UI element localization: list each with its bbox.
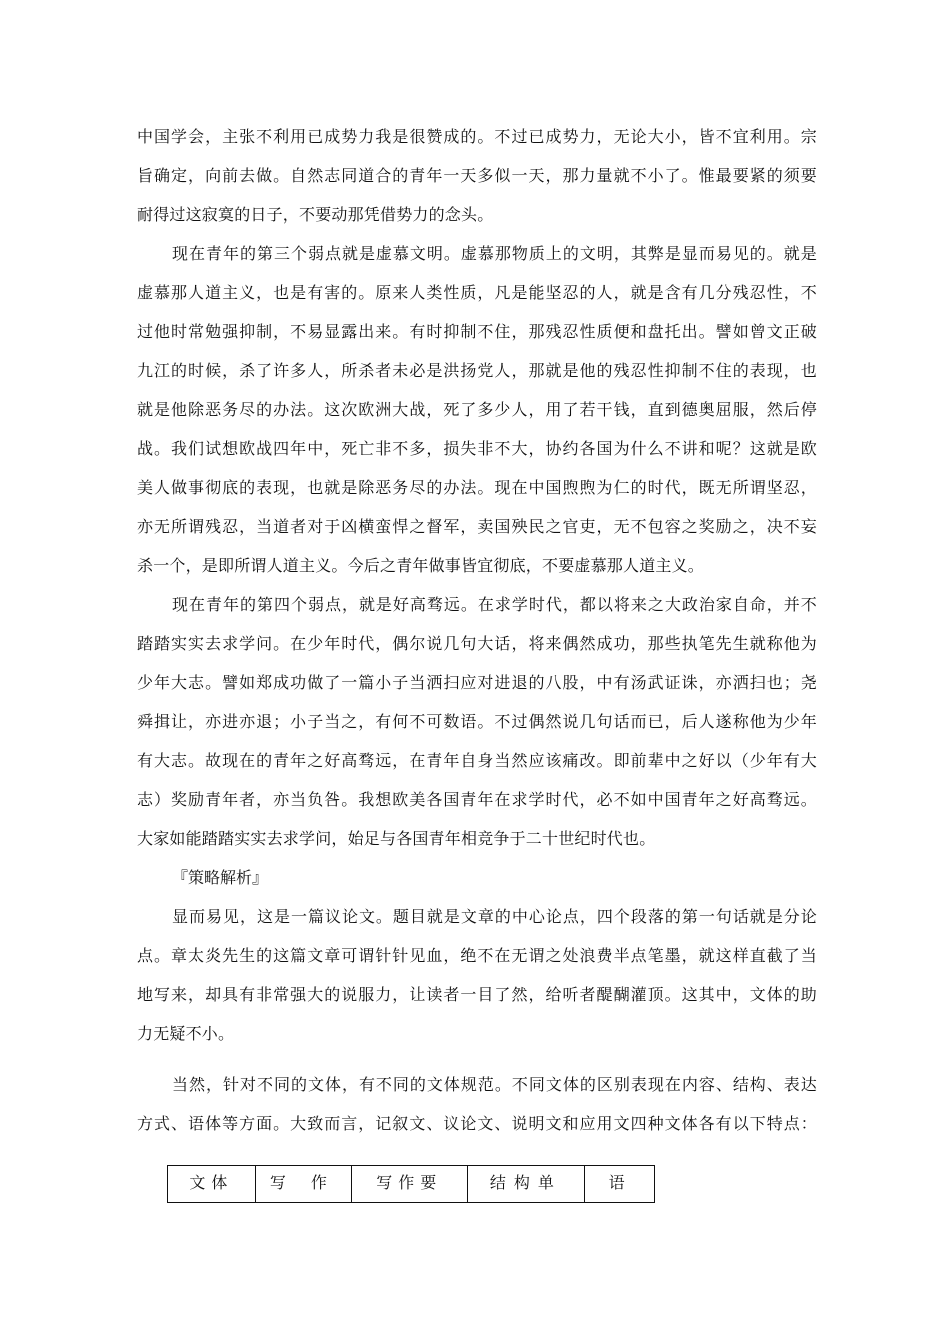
paragraph-line: 志）奖励青年者，亦当负咎。我想欧美各国青年在求学时代，必不如中国青年之好高骛远。 [137, 790, 817, 809]
paragraph-line: 现在青年的第四个弱点，就是好高骛远。在求学时代，都以将来之大政治家自命，并不 [172, 595, 817, 614]
paragraph-line: 过他时常勉强抑制，不易显露出来。有时抑制不住，那残忍性质便和盘托出。譬如曾文正破 [137, 322, 817, 341]
paragraph-line: 力无疑不小。 [137, 1024, 235, 1043]
paragraph-line: 耐得过这寂寞的日子，不要动那凭借势力的念头。 [137, 205, 494, 224]
paragraph-line: 虚慕那人道主义，也是有害的。原来人类性质，凡是能坚忍的人，就是含有几分残忍性，不 [137, 283, 817, 302]
paragraph-line: 战。我们试想欧战四年中，死亡非不多，损失非不大，协约各国为什么不讲和呢？这就是欧 [137, 439, 817, 458]
genre-table [167, 1165, 655, 1203]
paragraph-line: 中国学会，主张不利用已成势力我是很赞成的。不过已成势力，无论大小，皆不宜利用。宗 [137, 127, 817, 146]
table-header-text: 结构单 [489, 1173, 562, 1192]
paragraph-line: 现在青年的第三个弱点就是虚慕文明。虚慕那物质上的文明，其弊是显而易见的。就是 [172, 244, 817, 263]
paragraph-line: 有大志。故现在的青年之好高骛远，在青年自身当然应该痛改。即前辈中之好以（少年有大 [137, 751, 817, 770]
paragraph-line: 点。章太炎先生的这篇文章可谓针针见血，绝不在无谓之处浪费半点笔墨，就这样直截了当 [137, 946, 817, 965]
table-header-cell [585, 1166, 655, 1203]
table-header-cell [255, 1166, 351, 1203]
section-heading: 『策略解析』 [172, 868, 269, 887]
paragraph-line: 踏踏实实去求学问。在少年时代，偶尔说几句大话，将来偶然成功，那些执笔先生就称他为 [137, 634, 817, 653]
table-header-text: 语 [608, 1173, 631, 1192]
paragraph-line: 地写来，却具有非常强大的说服力，让读者一目了然，给听者醍醐灌顶。这其中，文体的助 [137, 985, 817, 1004]
paragraph-line: 九江的时候，杀了许多人，所杀者未必是洪扬党人，那就是他的残忍性抑制不住的表现，也 [137, 361, 817, 380]
paragraph-line: 亦无所谓残忍，当道者对于凶横蛮悍之督军，卖国殃民之官吏，无不包容之奖励之，决不妄 [137, 517, 817, 536]
paragraph-line: 美人做事彻底的表现，也就是除恶务尽的办法。现在中国煦煦为仁的时代，既无所谓坚忍， [137, 478, 817, 497]
table-header-cell [467, 1166, 585, 1203]
table-header-text: 文体 [189, 1173, 234, 1192]
paragraph-line: 旨确定，向前去做。自然志同道合的青年一天多似一天，那力量就不小了。惟最要紧的须要 [137, 166, 817, 185]
table-header-cell [351, 1166, 467, 1203]
table-header-cell [168, 1166, 256, 1203]
paragraph-line: 就是他除恶务尽的办法。这次欧洲大战，死了多少人，用了若干钱，直到德奥屈服，然后停 [137, 400, 817, 419]
paragraph-line: 杀一个，是即所谓人道主义。今后之青年做事皆宜彻底，不要虚慕那人道主义。 [137, 556, 705, 575]
table-header-row [168, 1166, 655, 1203]
paragraph-line: 大家如能踏踏实实去求学问，始足与各国青年相竞争于二十世纪时代也。 [137, 829, 656, 848]
paragraph-line: 显而易见，这是一篇议论文。题目就是文章的中心论点，四个段落的第一句话就是分论 [172, 907, 817, 926]
paragraph-line: 当然，针对不同的文体，有不同的文体规范。不同文体的区别表现在内容、结构、表达 [172, 1075, 817, 1094]
table-header-text: 写 作 [269, 1173, 337, 1192]
paragraph-line: 舜揖让，亦进亦退；小子当之，有何不可数语。不过偶然说几句话而已，后人遂称他为少年 [137, 712, 817, 731]
paragraph-line: 方式、语体等方面。大致而言，记叙文、议论文、说明文和应用文四种文体各有以下特点： [137, 1114, 817, 1133]
table-header-text: 写作要 [376, 1173, 443, 1192]
paragraph-line: 少年大志。譬如郑成功做了一篇小子当洒扫应对进退的八股，中有汤武证诛，亦洒扫也；尧 [137, 673, 817, 692]
